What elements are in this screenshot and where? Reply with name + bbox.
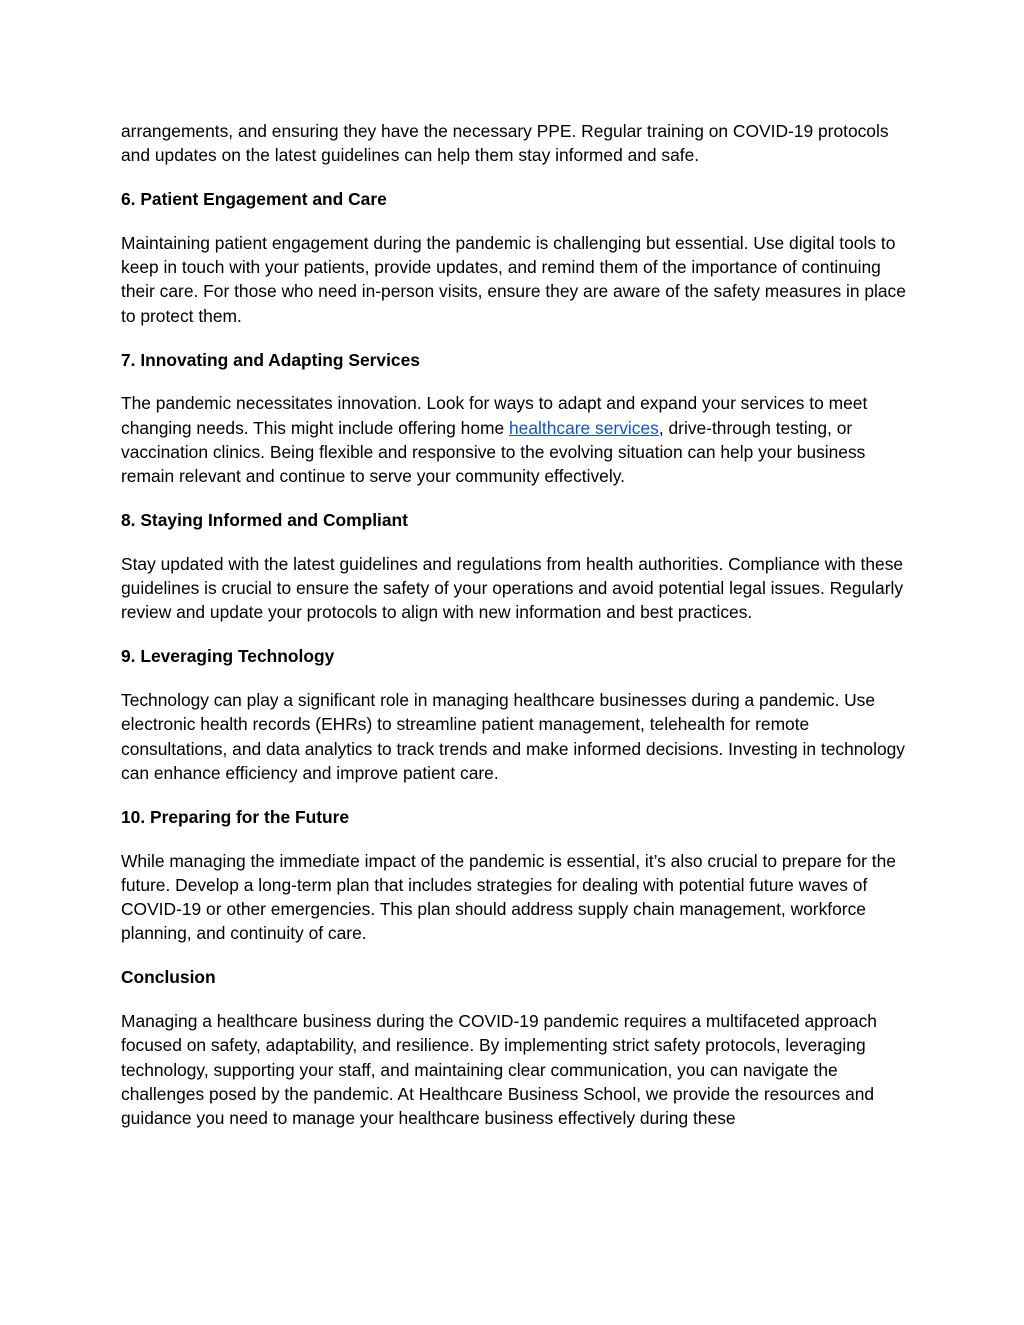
section-heading-leveraging-technology: 9. Leveraging Technology <box>121 646 335 667</box>
section-heading-patient-engagement: 6. Patient Engagement and Care <box>121 189 387 210</box>
intro-paragraph: arrangements, and ensuring they have the necessary PPE. Regular training on COVID-19 protocols and updates on the latest guidelines can help them stay informed and safe. <box>121 121 889 166</box>
section-heading-innovating-services: 7. Innovating and Adapting Services <box>121 349 420 370</box>
section-body-preparing-future: While managing the immediate impact of the pandemic is essential, it’s also crucial to prepare for the future. Develop a long-term plan that includes strategies for dealing with potential future waves of COVID-19 or other emergencies. This plan should address supply chain management, workforce planning, and continuity of care. <box>121 850 896 944</box>
healthcare-services-link[interactable]: healthcare services <box>509 417 659 438</box>
body-text-after-link: , drive-through testing, or vaccination clinics. Being flexible and responsive to the evolving situation can help your business remain relevant and continue to serve your community effectively. <box>121 417 866 487</box>
section-body-patient-engagement: Maintaining patient engagement during the pandemic is challenging but essential. Use digital tools to keep in touch with your patients, provide updates, and remind them of the importance of continuing their care. For those who need in-person visits, ensure they are aware of the safety measures in place to protect them. <box>121 232 906 326</box>
section-heading-staying-informed: 8. Staying Informed and Compliant <box>121 510 408 531</box>
section-body-leveraging-technology: Technology can play a significant role in managing healthcare businesses during a pandemic. Use electronic health records (EHRs) to streamline patient management, telehealth for remote consultations, and data analytics to track trends and make informed decisions. Investing in technology can enhance efficiency and improve patient care. <box>121 690 905 783</box>
section-body-conclusion: Managing a healthcare business during the COVID-19 pandemic requires a multifaceted approach focused on safety, adaptability, and resilience. By implementing strict safety protocols, leveraging technology, supporting your staff, and maintaining clear communication, you can navigate the challenges posed by the pandemic. At Healthcare Business School, we provide the resources and guidance you need to manage your healthcare business effectively during these <box>121 1011 877 1129</box>
document-page <box>121 119 906 1150</box>
body-text-before-link: The pandemic necessitates innovation. Look for ways to adapt and expand your services to meet changing needs. This might include offering home <box>121 393 868 438</box>
section-heading-conclusion: Conclusion <box>121 967 216 988</box>
section-heading-preparing-future: 10. Preparing for the Future <box>121 806 350 827</box>
section-body-innovating-services <box>121 391 906 488</box>
section-body-staying-informed: Stay updated with the latest guidelines and regulations from health authorities. Compliance with these guidelines is crucial to ensure the safety of your operations and avoid potential legal issues. Regularly review and update your protocols to align with new information and best practices. <box>121 553 904 623</box>
